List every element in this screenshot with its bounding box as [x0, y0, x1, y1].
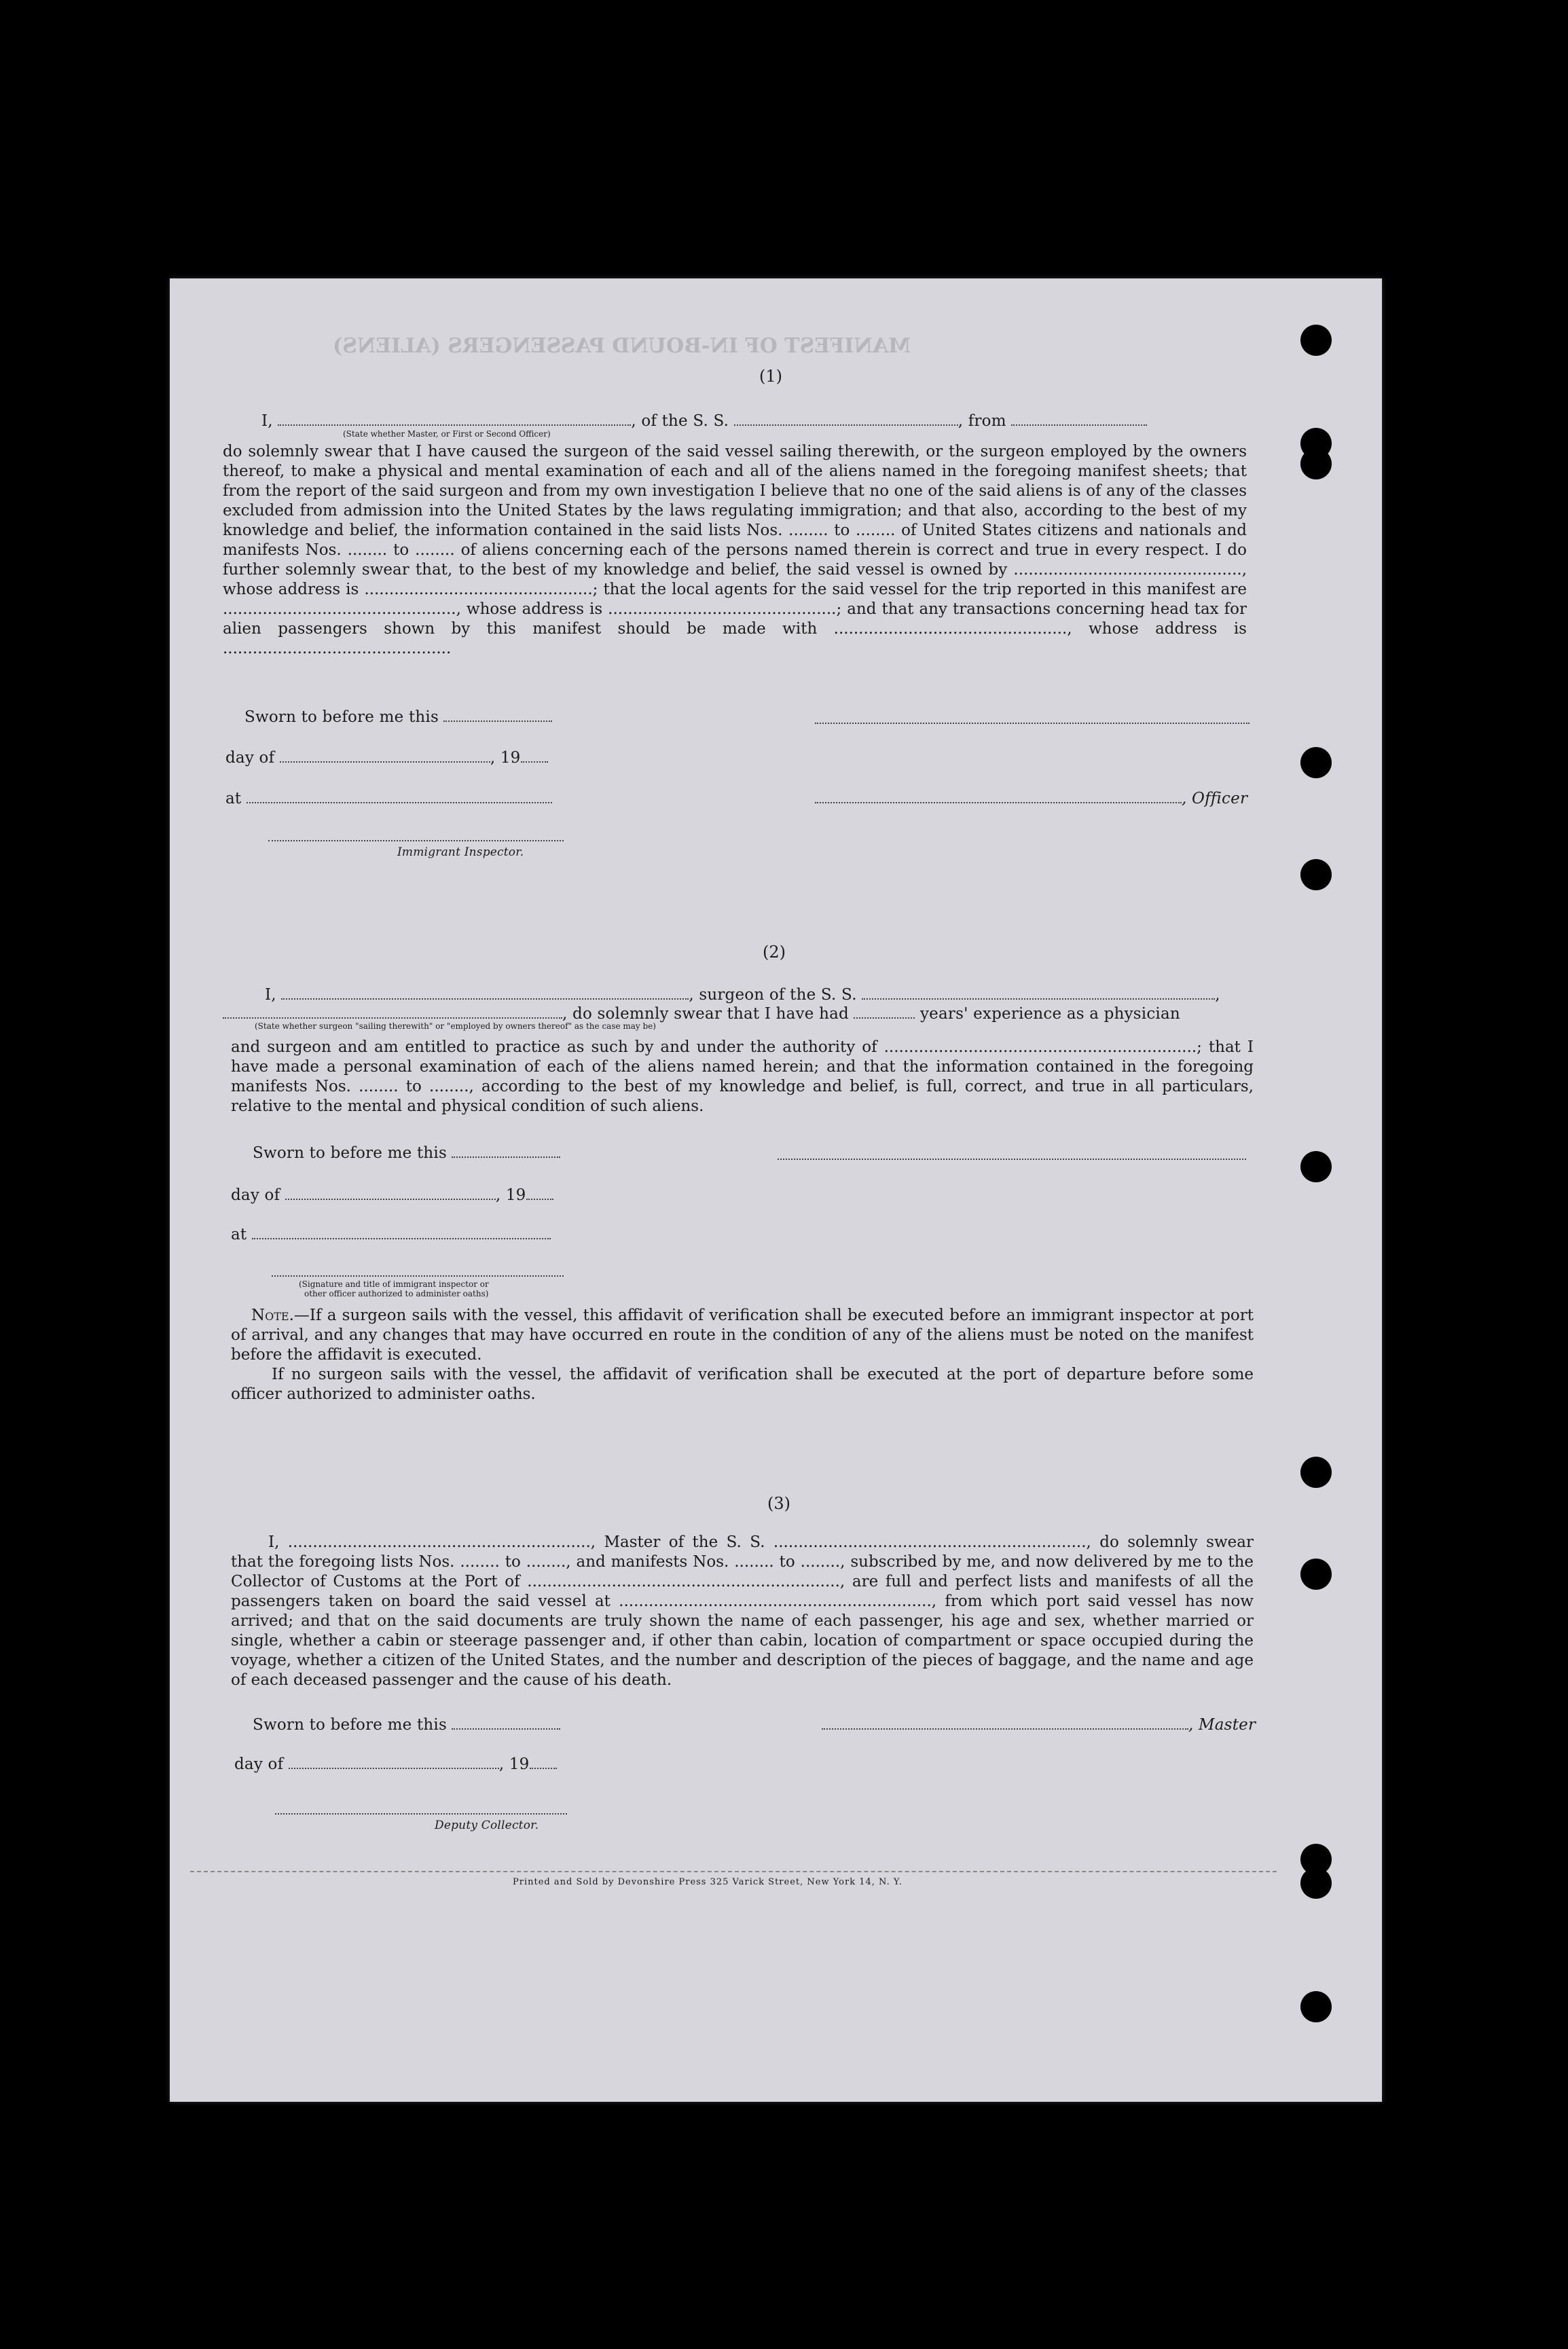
binder-hole [1300, 1559, 1332, 1590]
section-1-number: (1) [759, 367, 782, 386]
section-2-experience: years' experience as a physician [919, 1005, 1180, 1023]
day-of-label: day of [231, 1186, 280, 1204]
surgeon-note [231, 1306, 1254, 1365]
section-3-master [822, 1713, 1256, 1734]
section-2-day-of [231, 1183, 553, 1204]
section-2-paragraph: and surgeon and am entitled to practice as such by and under the authority of ...............................................................; that I have made a personal examination of each of the aliens named herein; and that the information contained in the foregoing manifests Nos. ........ to ........, according to the best of my knowledge and belief, is full, correct, and true in all particulars, relative to the mental and physical condition of such aliens. [231, 1038, 1254, 1115]
year-label: , 19 [495, 1186, 526, 1204]
section-2-swear: , do solemnly swear that I have had [562, 1005, 849, 1023]
section-2-signature-line [778, 1157, 1246, 1160]
binder-hole [1300, 1991, 1332, 2022]
binder-hole [1300, 1151, 1332, 1182]
section-2-line-1: I, , surgeon of the S. S. , [265, 983, 1220, 1004]
section-2-number: (2) [763, 943, 786, 962]
day-of-label: day of [234, 1755, 284, 1773]
deputy-label: Deputy Collector. [435, 1819, 539, 1832]
year-label: , 19 [490, 749, 521, 767]
section-1-officer [815, 786, 1247, 807]
inspector-label: Immigrant Inspector. [397, 845, 524, 859]
master-label: , Master [1188, 1716, 1256, 1734]
section-2-i: I, [265, 986, 276, 1004]
section-1-day-of [225, 746, 548, 767]
bleed-through-text: MANIFEST OF IN-BOUND PASSENGERS (ALIENS) [333, 334, 911, 358]
section-3-day-of [234, 1752, 557, 1773]
section-1-sworn [244, 705, 552, 726]
officer-label: , Officer [1182, 790, 1248, 807]
sworn-label: Sworn to before me this [253, 1144, 447, 1162]
section-1-at [225, 786, 552, 807]
section-2-at [231, 1222, 551, 1243]
section-1-i: I, [261, 412, 273, 430]
signature-note-2: other officer authorized to administer oaths) [304, 1289, 489, 1298]
inspector-signature-line [268, 839, 564, 841]
sworn-label: Sworn to before me this [253, 1716, 447, 1734]
deputy-signature-line [275, 1812, 567, 1815]
section-2-line-2 [223, 1002, 1180, 1023]
at-label: at [225, 790, 242, 807]
note-heading: Note. [251, 1307, 294, 1324]
printer-imprint: Printed and Sold by Devonshire Press 325 Varick Street, New York 14, N. Y. [513, 1877, 902, 1887]
binder-hole [1300, 325, 1332, 356]
at-label: at [231, 1226, 247, 1243]
binder-hole [1300, 859, 1332, 890]
document-page [170, 278, 1382, 2102]
section-3-number: (3) [767, 1494, 790, 1513]
section-2-ss: , surgeon of the S. S. [689, 986, 857, 1004]
section-1-ss: , of the S. S. [631, 412, 729, 430]
section-1-from: , from [958, 412, 1006, 430]
signature-note-1: (Signature and title of immigrant inspector or [299, 1279, 489, 1289]
binder-hole [1300, 1868, 1332, 1899]
year-label: , 19 [498, 1755, 530, 1773]
section-1-line-1 [261, 409, 1147, 430]
note-text: —If a surgeon sails with the vessel, this affidavit of verification shall be executed before an immigrant inspector at port of arrival, and any changes that may have occurred en route in the condition of any of the aliens must be noted on the manifest before the affidavit is executed. [231, 1307, 1254, 1364]
binder-hole [1300, 1457, 1332, 1488]
section-3-paragraph: I, ............................................................., Master of the S. S. ..............................................................., do solemnly swear that the foregoing lists Nos. ........ to ........, and manifests Nos. ........ to ........, subscribed by me, and now delivered by me to the Collector of Customs at the Port of ..............................................................., are full and perfect lists and manifests of all the passengers taken on board the said vessel at ..............................................................., from which port said vessel has now arrived; and that on the said documents are truly shown the name of each passenger, his age and sex, whether married or single, whether a cabin or steerage passenger and, if other than cabin, location of compartment or space occupied during the voyage, whether a citizen of the United States, and the number and description of the pieces of baggage, and the name and age of each deceased passenger and the cause of his death. [231, 1533, 1254, 1689]
day-of-label: day of [225, 749, 275, 767]
binder-hole [1300, 747, 1332, 778]
section-1-note: (State whether Master, or First or Second Officer) [343, 429, 551, 439]
section-3-sworn [253, 1713, 560, 1734]
section-1-signature-line [815, 721, 1250, 724]
inspector-signature-line-2 [272, 1274, 564, 1277]
section-2-note: (State whether surgeon "sailing therewith" or "employed by owners thereof" as the case may be) [255, 1021, 656, 1031]
sworn-label: Sworn to before me this [244, 708, 439, 726]
section-1-paragraph: do solemnly swear that I have caused the surgeon of the said vessel sailing therewith, or the surgeon employed by the owners thereof, to make a physical and mental examination of each and all of the aliens named in the foregoing manifest sheets; that from the report of the said surgeon and from my own investigation I believe that no one of the said aliens is of any of the classes excluded from admission into the United States by the laws regulating immigration; and that also, according to the best of my knowledge and belief, the information contained in the said lists Nos. ........ to ........ of United States citizens and nationals and manifests Nos. ........ to ........ of aliens concerning each of the persons named therein is correct and true in every respect. I do further solemnly swear that, to the best of my knowledge and belief, the said vessel is owned by .............................................., whose address is ..............................................; that the local agents for the said vessel for the trip reported in this manifest are ..............................................., whose address is ..............................................; and that any transactions concerning head tax for alien passengers shown by this manifest should be made with ..............................................., whose address is .............................................. [223, 443, 1247, 657]
binder-hole [1300, 448, 1332, 479]
footer-rule [190, 1871, 1277, 1872]
surgeon-note-2: If no surgeon sails with the vessel, the affidavit of verification shall be executed at the port of departure before some officer authorized to administer oaths. [231, 1366, 1254, 1403]
section-2-sworn [253, 1141, 560, 1162]
